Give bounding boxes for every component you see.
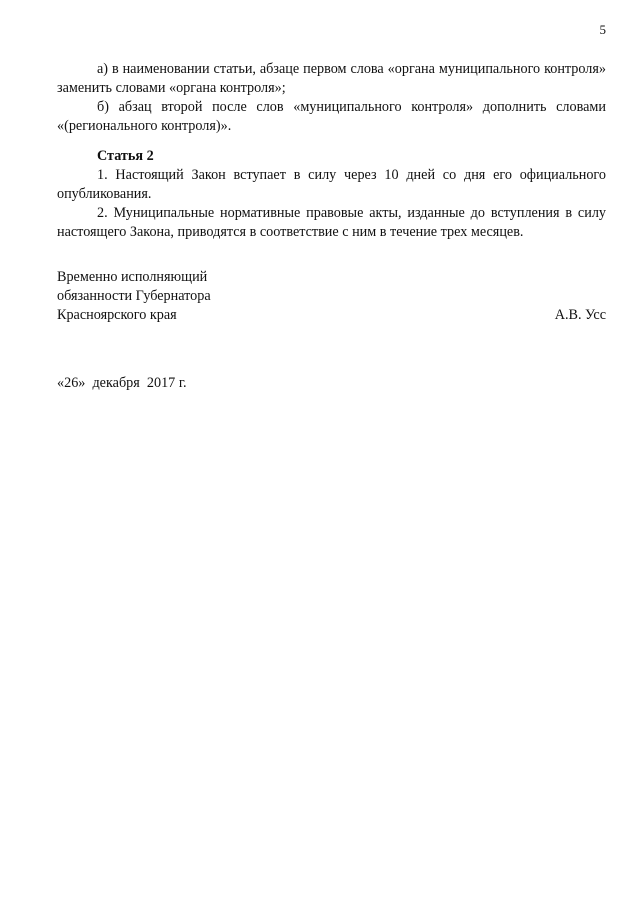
article-heading: Статья 2 <box>97 148 154 164</box>
signatory-final-row <box>57 306 606 325</box>
document-date: «26» декабря 2017 г. <box>57 375 187 391</box>
signatory-title-line-2: обязанности Губернатора <box>57 288 211 304</box>
signature-block <box>57 268 606 325</box>
article-2-section <box>57 147 606 242</box>
article-paragraph-2: 2. Муниципальные нормативные правовые акты, изданные до вступления в силу настоящего Закона, приводятся в соответствие с ним в течение трех месяцев. <box>57 205 606 240</box>
amendment-item-b: б) абзац второй после слов «муниципального контроля» дополнить словами «(регионального контроля)». <box>57 99 606 134</box>
article-paragraph-1: 1. Настоящий Закон вступает в силу через 10 дней со дня его официального опубликования. <box>57 167 606 202</box>
amendments-section <box>57 60 606 136</box>
page-number: 5 <box>599 22 606 37</box>
signatory-name: А.В. Усс <box>554 307 606 323</box>
signatory-title-line-3: Красноярского края <box>57 307 177 323</box>
amendment-item-a: а) в наименовании статьи, абзаце первом слова «органа муниципального контроля» заменить словами «органа контроля»; <box>57 61 606 96</box>
signatory-title-line-1: Временно исполняющий <box>57 269 208 285</box>
